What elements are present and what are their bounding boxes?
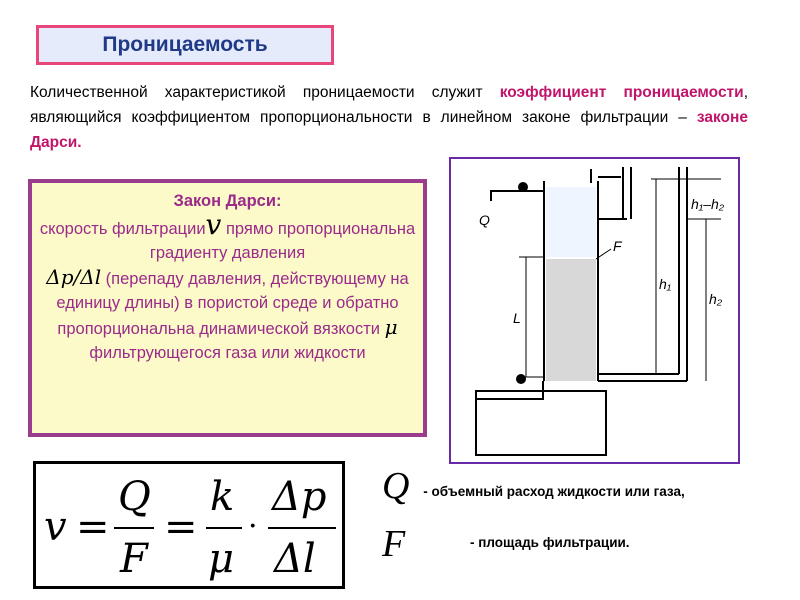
law-text-2: прямо пропорциональна градиенту давления	[149, 220, 416, 262]
formula-F: F	[120, 536, 148, 582]
formula-k: k	[210, 474, 235, 520]
legend-F-description: - площадь фильтрации.	[470, 535, 630, 550]
formula-dot: ·	[248, 509, 258, 544]
intro-text-2: , являющийся коэффициентом пропорциональности в линейном законе фильтрации –	[30, 84, 748, 126]
legend-Q-description: - объемный расход жидкости или газа,	[423, 484, 685, 499]
formula-equals-2: =	[164, 504, 198, 550]
intro-text-1: Количественной характеристикой проницаемости служит	[30, 84, 500, 101]
darcy-law-box	[28, 179, 427, 437]
label-F: F	[613, 238, 622, 254]
apparatus-drawing	[451, 159, 738, 462]
label-Q: Q	[479, 212, 490, 228]
highlight-permeability-coefficient: коэффициент проницаемости	[499, 84, 744, 101]
law-text-3: (перепаду давления, действующему на единицу длины) в пористой среде и обратно пропорциональна динамической вязкости	[56, 270, 409, 338]
label-h1-minus-h2: h₁–h₂	[691, 196, 725, 212]
base-tank	[476, 391, 606, 455]
title-box	[36, 25, 334, 65]
page-title: Проницаемость	[102, 33, 268, 56]
legend-Q-symbol: Q	[382, 465, 410, 507]
formula-Q: Q	[118, 474, 151, 520]
formula-mu: μ	[208, 536, 234, 582]
outlet-valve	[517, 375, 525, 383]
legend-F-symbol: F	[382, 523, 406, 565]
darcy-formula	[36, 464, 342, 586]
highlight-darcy-law: законе Дарси.	[30, 109, 748, 151]
intro-paragraph	[30, 80, 748, 155]
darcy-law-text	[32, 208, 423, 365]
water-column	[546, 187, 596, 257]
label-h1: h₁	[659, 276, 672, 292]
formula-v: v	[44, 504, 67, 550]
formula-dp: Δp	[272, 474, 327, 520]
law-text-4: фильтрующегося газа или жидкости	[89, 344, 366, 362]
label-L: L	[513, 310, 521, 326]
porous-medium	[546, 259, 596, 381]
inlet-pipe	[491, 191, 544, 201]
formula-equals-1: =	[76, 504, 110, 550]
pressure-gradient-symbol: Δp/Δl	[46, 265, 102, 289]
viscosity-symbol: μ	[384, 315, 398, 339]
inlet-valve	[519, 183, 527, 191]
darcy-law-title: Закон Дарси:	[173, 192, 282, 210]
law-text-1: скорость фильтрации	[39, 220, 206, 238]
formula-dl: Δl	[274, 536, 316, 582]
darcy-apparatus-diagram	[449, 157, 740, 464]
label-h2: h₂	[709, 291, 723, 307]
velocity-symbol: v	[205, 208, 222, 241]
darcy-formula-box	[33, 461, 345, 589]
